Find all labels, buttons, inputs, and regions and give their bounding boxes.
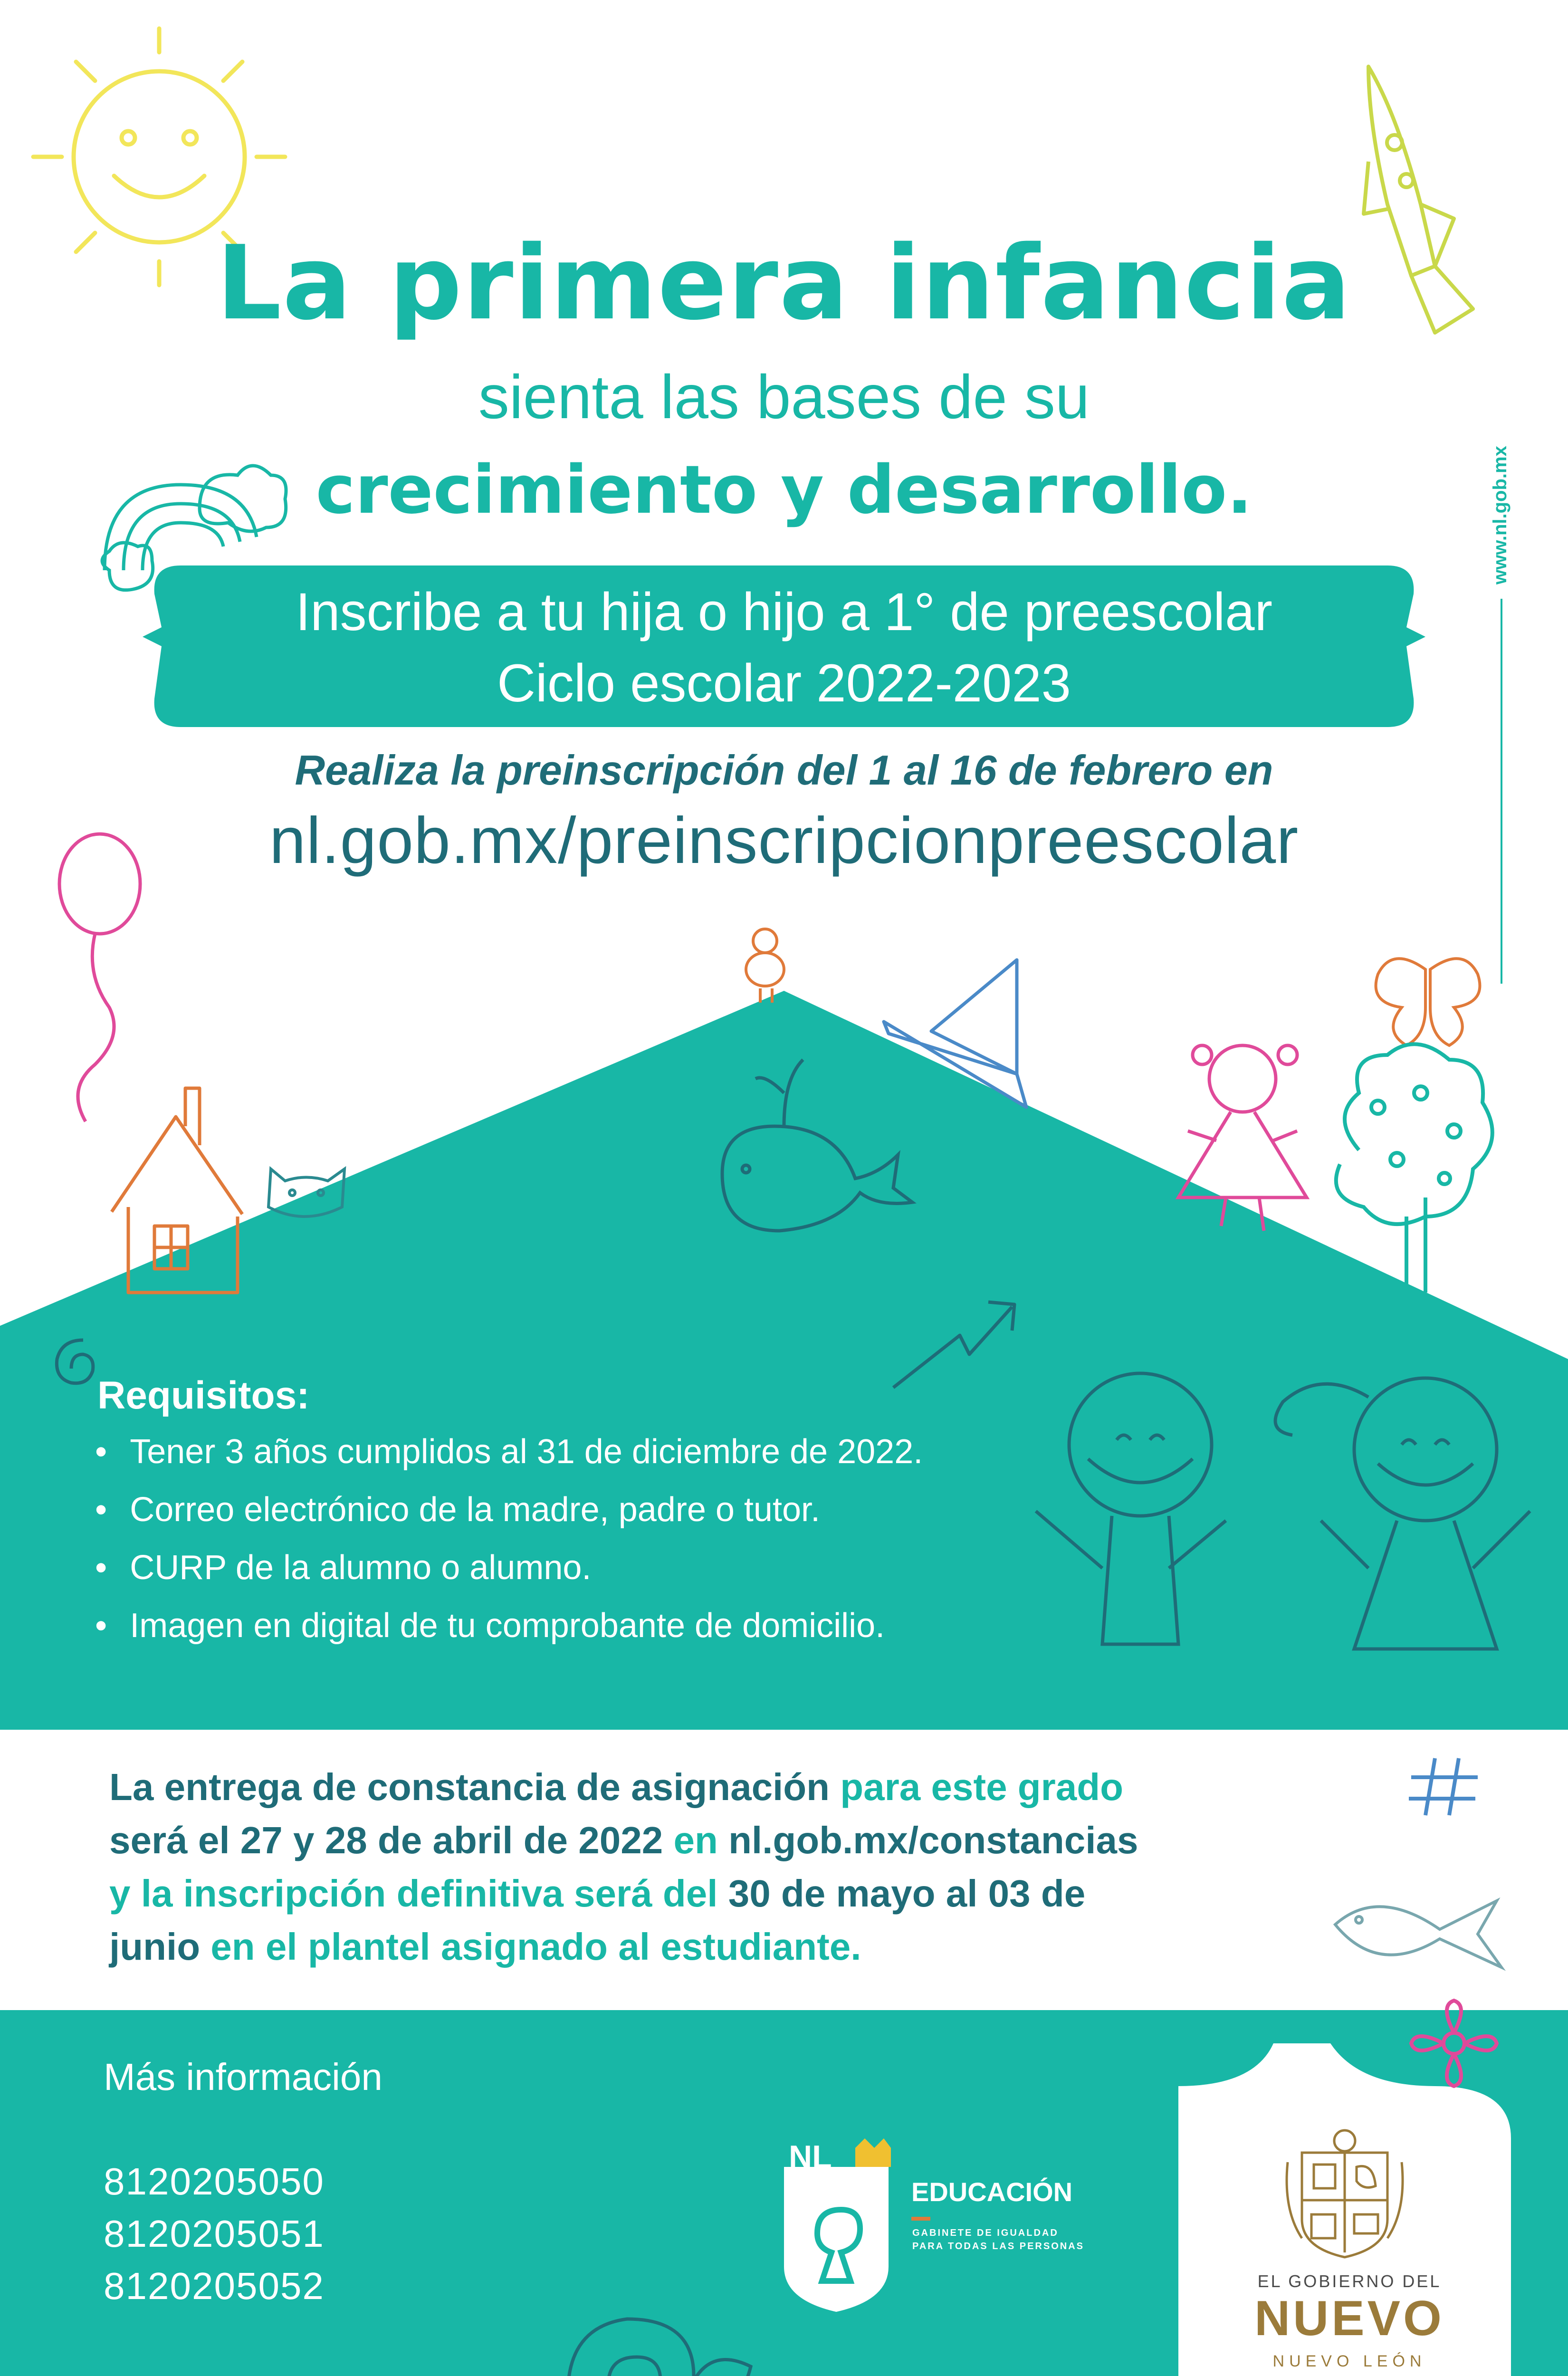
butterfly-icon xyxy=(1376,958,1480,1045)
phone-number[interactable]: 8120205051 xyxy=(104,2213,325,2255)
education-sub2: PARA TODAS LAS PERSONAS xyxy=(912,2241,1084,2251)
registration-period: Realiza la preinscripción del 1 al 16 de febrero en xyxy=(295,747,1273,794)
gov-line1: EL GOBIERNO DEL xyxy=(1257,2271,1442,2291)
requirement-item: • CURP de la alumno o alumno. xyxy=(95,1546,923,1604)
nl-logo-text: NL xyxy=(789,2139,832,2175)
cat-icon xyxy=(268,1169,344,1217)
education-sub1: GABINETE DE IGUALDAD xyxy=(912,2228,1059,2238)
delivery-text-highlight: para este grado xyxy=(840,1766,1124,1808)
education-title: EDUCACIÓN xyxy=(911,2177,1073,2207)
house-icon xyxy=(112,1088,242,1293)
banner-line2: Ciclo escolar 2022-2023 xyxy=(497,653,1071,713)
subtitle-line1: sienta las bases de su xyxy=(478,362,1090,431)
phone-number[interactable]: 8120205052 xyxy=(104,2265,325,2307)
trend-arrow-icon xyxy=(893,1302,1014,1388)
spiral-icon xyxy=(57,1340,93,1383)
fish-icon xyxy=(1335,1901,1501,1967)
delivery-text-highlight: en el plantel asignado al estudiante. xyxy=(210,1926,861,1968)
subtitle-line2: crecimiento y desarrollo. xyxy=(316,451,1252,529)
delivery-text-highlight: en xyxy=(673,1819,718,1861)
requirement-item: • Correo electrónico de la madre, padre o tutor. xyxy=(95,1488,923,1546)
delivery-line3 xyxy=(109,1867,1345,1920)
bird-icon xyxy=(746,929,784,1003)
requirement-item: • Tener 3 años cumplidos al 31 de diciembre de 2022. xyxy=(95,1430,923,1488)
whale-icon xyxy=(722,1060,912,1231)
phone-number[interactable]: 8120205050 xyxy=(104,2160,325,2203)
gov-line3: NUEVO LEÓN xyxy=(1272,2352,1426,2370)
page-title: La primera infancia xyxy=(216,223,1352,343)
hash-icon xyxy=(1409,1758,1478,1815)
kids-icon xyxy=(1036,1373,1530,1649)
delivery-text: será el 27 y 28 de abril de 2022 xyxy=(109,1819,663,1861)
requirement-item: • Imagen en digital de tu comprobante de domicilio. xyxy=(95,1604,923,1662)
delivery-line2 xyxy=(109,1814,1345,1867)
girl-icon xyxy=(1178,1045,1307,1231)
constancias-url-link[interactable]: nl.gob.mx/constancias xyxy=(728,1819,1138,1861)
gov-line2: NUEVO xyxy=(1254,2291,1444,2346)
sailboat-icon xyxy=(884,960,1026,1107)
nl-shield-icon xyxy=(784,2138,893,2319)
coat-of-arms-icon xyxy=(1283,2124,1406,2262)
contact-title: Más información xyxy=(104,2056,382,2098)
banner-line1: Inscribe a tu hija o hijo a 1° de preescolar xyxy=(296,582,1272,642)
delivery-line1 xyxy=(109,1761,1345,1814)
delivery-text: La entrega de constancia de asignación xyxy=(109,1766,830,1808)
delivery-text: 30 de mayo al 03 de xyxy=(728,1872,1086,1915)
requirements-list xyxy=(95,1430,923,1662)
side-url-link[interactable]: www.nl.gob.mx xyxy=(1490,446,1511,584)
snail-icon xyxy=(568,2319,751,2376)
flower-icon xyxy=(1411,2001,1497,2086)
education-accent-bar xyxy=(911,2217,930,2221)
registration-url-link[interactable]: nl.gob.mx/preinscripcionpreescolar xyxy=(269,804,1299,877)
delivery-text: junio xyxy=(109,1926,201,1968)
delivery-text-highlight: y la inscripción definitiva será del xyxy=(109,1872,718,1915)
tree-icon xyxy=(1336,1044,1492,1293)
requirements-title: Requisitos: xyxy=(97,1374,310,1417)
delivery-line4 xyxy=(109,1920,1345,1974)
